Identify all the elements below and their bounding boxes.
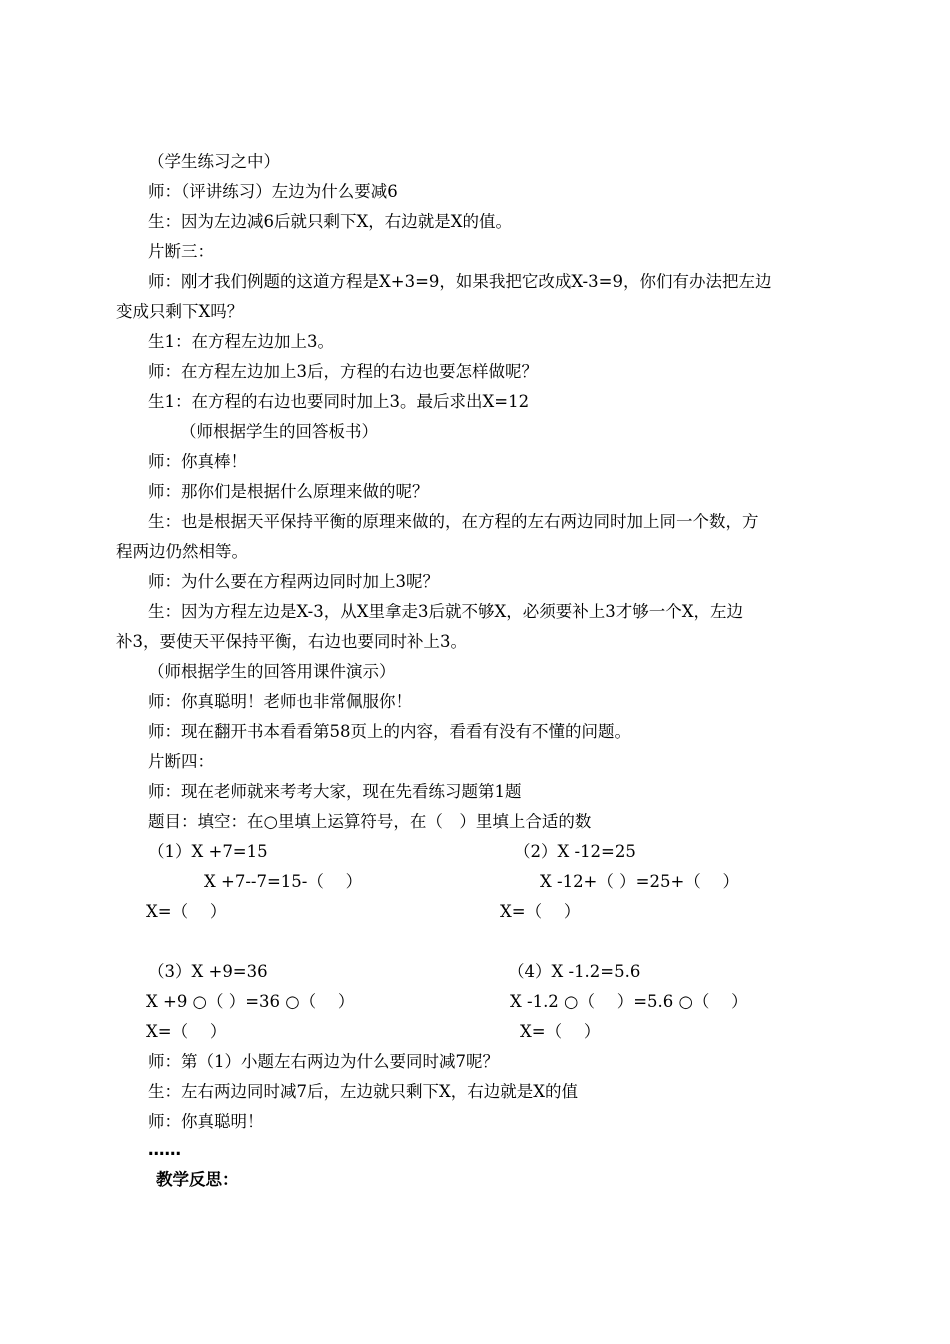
teacher-line: 师：那你们是根据什么原理来做的呢？: [148, 482, 429, 501]
stage-note: （师根据学生的回答板书）: [180, 422, 378, 441]
student-line-continued: 程两边仍然相等。: [116, 542, 248, 561]
student-line-continued: 补3，要使天平保持平衡，右边也要同时补上3。: [116, 632, 467, 651]
stage-note: （师根据学生的回答用课件演示）: [148, 662, 396, 681]
exercise-4-step: X -1.2 ○（ ）=5.6 ○（ ）: [510, 992, 748, 1011]
teacher-line: 师：（评讲练习）左边为什么要减6: [148, 182, 398, 201]
exercise-3-step: X +9 ○（ ）=36 ○（ ）: [146, 992, 355, 1011]
teacher-line: 师：现在老师就来考考大家，现在先看练习题第1题: [148, 782, 522, 801]
teacher-line: 师：你真聪明！老师也非常佩服你！: [148, 692, 412, 711]
student-line: 生1：在方程左边加上3。: [148, 332, 334, 351]
student-line: 生：左右两边同时减7后，左边就只剩下X，右边就是X的值: [148, 1082, 578, 1101]
exercise-4-answer: X=（ ）: [520, 1022, 601, 1041]
teacher-line: 师：第（1）小题左右两边为什么要同时减7呢？: [148, 1052, 499, 1071]
student-line: 生：因为左边减6后就只剩下X，右边就是X的值。: [148, 212, 512, 231]
exercise-2-step: X -12+（ ）=25+（ ）: [540, 872, 740, 891]
ellipsis: ……: [148, 1140, 181, 1159]
exercise-2-answer: X=（ ）: [500, 902, 581, 921]
reflection-heading: 教学反思：: [156, 1170, 239, 1189]
exercise-1-equation: （1）X +7=15: [148, 842, 268, 861]
teacher-line: 师：现在翻开书本看看第58页上的内容，看看有没有不懂的问题。: [148, 722, 631, 741]
section-heading: 片断四：: [148, 752, 214, 771]
student-line: 生：因为方程左边是X-3，从X里拿走3后就不够X，必须要补上3才够一个X，左边: [148, 602, 743, 621]
exercise-prompt: 题目：填空：在○里填上运算符号，在（ ）里填上合适的数: [148, 812, 592, 831]
teacher-line: 师：你真棒！: [148, 452, 247, 471]
exercise-3-answer: X=（ ）: [146, 1022, 227, 1041]
stage-note: （学生练习之中）: [148, 152, 280, 171]
teacher-line: 师：为什么要在方程两边同时加上3呢？: [148, 572, 439, 591]
exercise-4-equation: （4）X -1.2=5.6: [508, 962, 641, 981]
exercise-2-equation: （2）X -12=25: [514, 842, 636, 861]
teacher-line: 师：刚才我们例题的这道方程是X+3=9，如果我把它改成X-3=9，你们有办法把左边: [148, 272, 772, 291]
exercise-1-answer: X=（ ）: [146, 902, 227, 921]
student-line: 生：也是根据天平保持平衡的原理来做的，在方程的左右两边同时加上同一个数，方: [148, 512, 759, 531]
exercise-3-equation: （3）X +9=36: [148, 962, 268, 981]
student-line: 生1：在方程的右边也要同时加上3。最后求出X=12: [148, 392, 530, 411]
teacher-line: 师：在方程左边加上3后，方程的右边也要怎样做呢？: [148, 362, 538, 381]
exercise-1-step: X +7--7=15-（ ）: [204, 872, 363, 891]
section-heading: 片断三：: [148, 242, 214, 261]
teacher-line-continued: 变成只剩下X吗？: [116, 302, 244, 321]
teacher-line: 师：你真聪明！: [148, 1112, 264, 1131]
